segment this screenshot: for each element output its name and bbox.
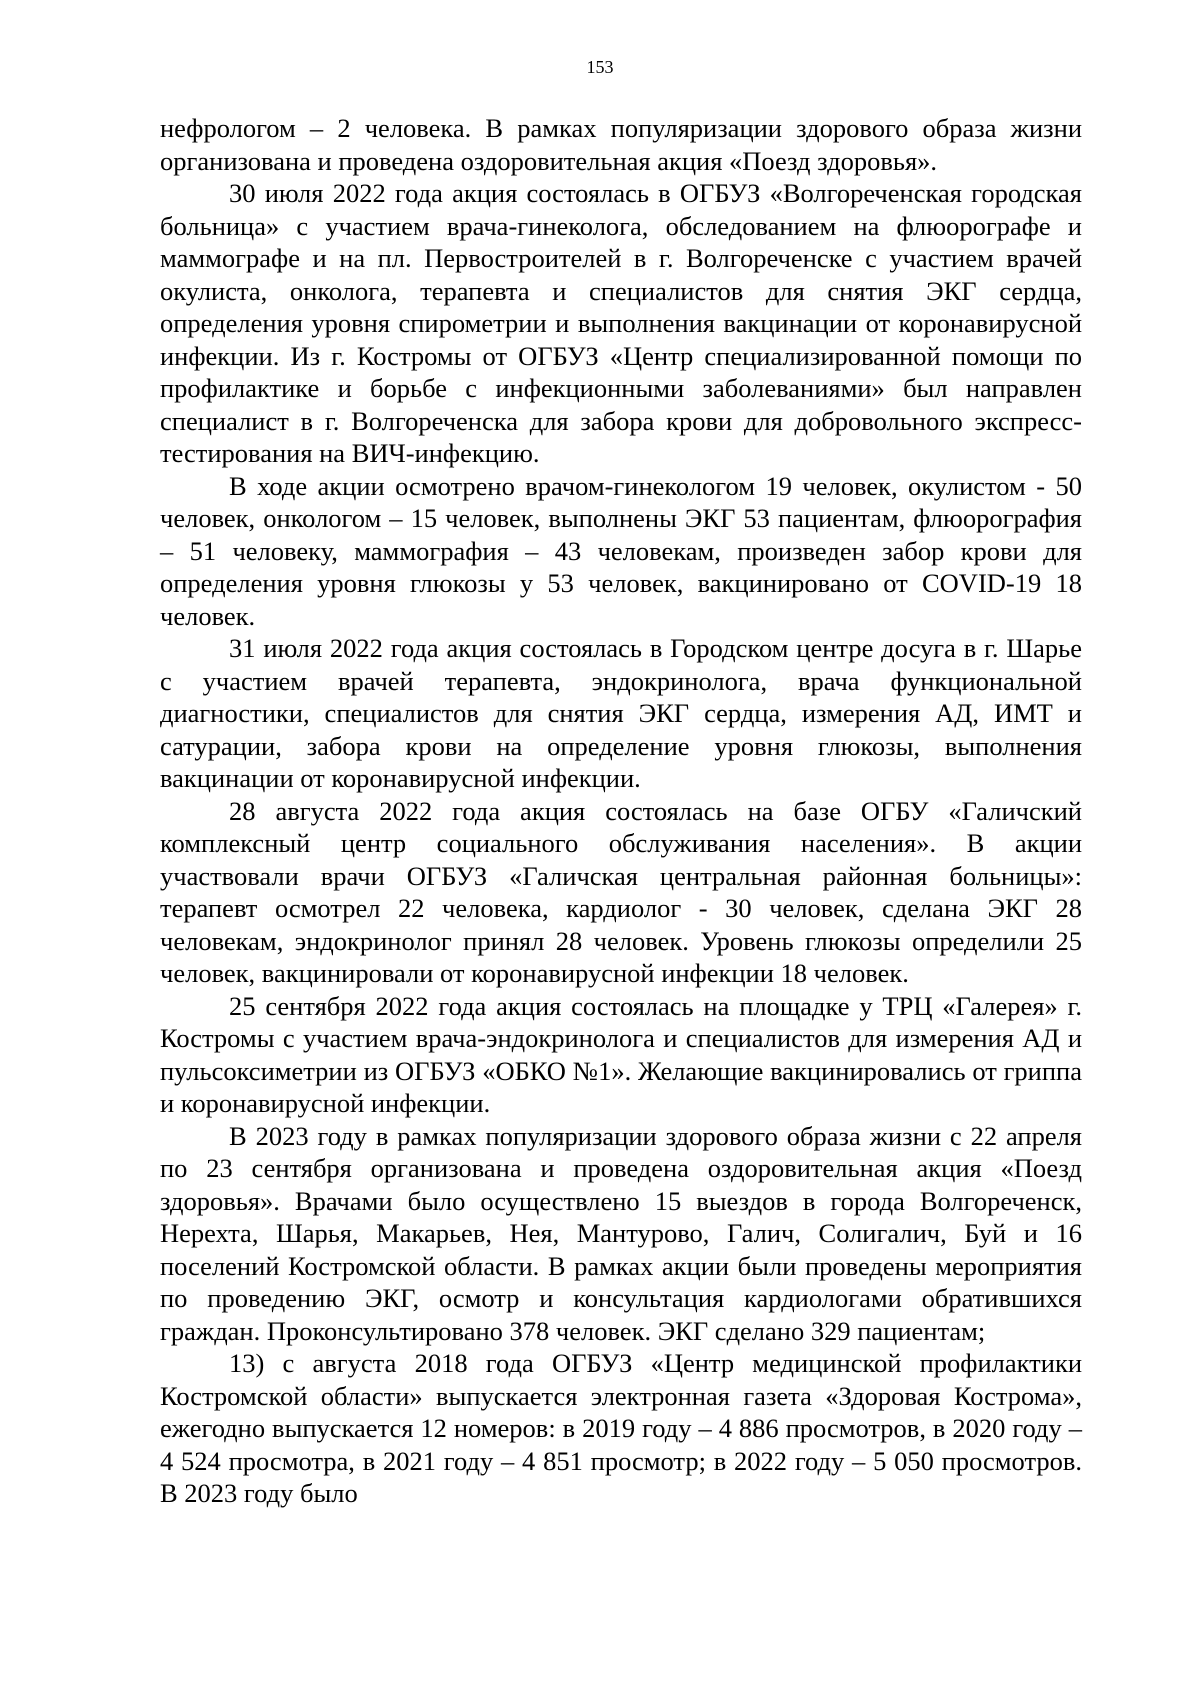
paragraph-3: В ходе акции осмотрено врачом-гинекологом 19 человек, окулистом - 50 человек, онкологом – 15 человек, выполнены ЭКГ 53 пациентам, флюорография – 51 человеку, маммография – 43 человекам, произведен забор крови для определения уровня глюкозы у 53 человек, вакцинировано от COVID-19 18 человек. (160, 470, 1082, 631)
paragraph-6: 25 сентября 2022 года акция состоялась на площадке у ТРЦ «Галерея» г. Костромы с участием врача-эндокринолога и специалистов для измерения АД и пульсоксиметрии из ОГБУЗ «ОБКО №1». Желающие вакцинировались от гриппа и коронавирусной инфекции. (160, 990, 1082, 1118)
paragraph-2: 30 июля 2022 года акция состоялась в ОГБУЗ «Волгореченская городская больница» с участием врача-гинеколога, обследованием на флюорографе и маммографе и на пл. Первостроителей в г. Волгореченске с участием врачей окулиста, онколога, терапевта и специалистов для снятия ЭКГ сердца, определения уровня спирометрии и выполнения вакцинации от коронавирусной инфекции. Из г. Костромы от ОГБУЗ «Центр специализированной помощи по профилактике и борьбе с инфекционными заболеваниями» был направлен специалист в г. Волгореченска для забора крови для добровольного экспресс-тестирования на ВИЧ-инфекцию. (160, 178, 1082, 468)
document-body (160, 112, 1082, 1510)
paragraph-1: нефрологом – 2 человека. В рамках популяризации здорового образа жизни организована и проведена оздоровительная акция «Поезд здоровья». (160, 113, 1082, 176)
paragraph-7: В 2023 году в рамках популяризации здорового образа жизни с 22 апреля по 23 сентября организована и проведена оздоровительная акция «Поезд здоровья». Врачами было осуществлено 15 выездов в города Волгореченск, Нерехта, Шарья, Макарьев, Нея, Мантурово, Галич, Солигалич, Буй и 16 поселений Костромской области. В рамках акции были проведены мероприятия по проведению ЭКГ, осмотр и консультация кардиологами обратившихся граждан. Проконсультировано 378 человек. ЭКГ сделано 329 пациентам; (160, 1120, 1082, 1346)
paragraph-8: 13) с августа 2018 года ОГБУЗ «Центр медицинской профилактики Костромской области» выпускается электронная газета «Здоровая Кострома», ежегодно выпускается 12 номеров: в 2019 году – 4 886 просмотров, в 2020 году – 4 524 просмотра, в 2021 году – 4 851 просмотр; в 2022 году – 5 050 просмотров. В 2023 году было (160, 1348, 1082, 1508)
paragraph-4: 31 июля 2022 года акция состоялась в Городском центре досуга в г. Шарье с участием врачей терапевта, эндокринолога, врача функциональной диагностики, специалистов для снятия ЭКГ сердца, измерения АД, ИМТ и сатурации, забора крови на определение уровня глюкозы, выполнения вакцинации от коронавирусной инфекции. (160, 633, 1082, 793)
page-number: 153 (586, 57, 614, 77)
paragraph-5: 28 августа 2022 года акция состоялась на базе ОГБУ «Галичский комплексный центр социального обслуживания населения». В акции участвовали врачи ОГБУЗ «Галичская центральная районная больницы»: терапевт осмотрел 22 человека, кардиолог - 30 человек, сделана ЭКГ 28 человекам, эндокринолог принял 28 человек. Уровень глюкозы определили 25 человек, вакцинировали от коронавирусной инфекции 18 человек. (160, 795, 1082, 988)
